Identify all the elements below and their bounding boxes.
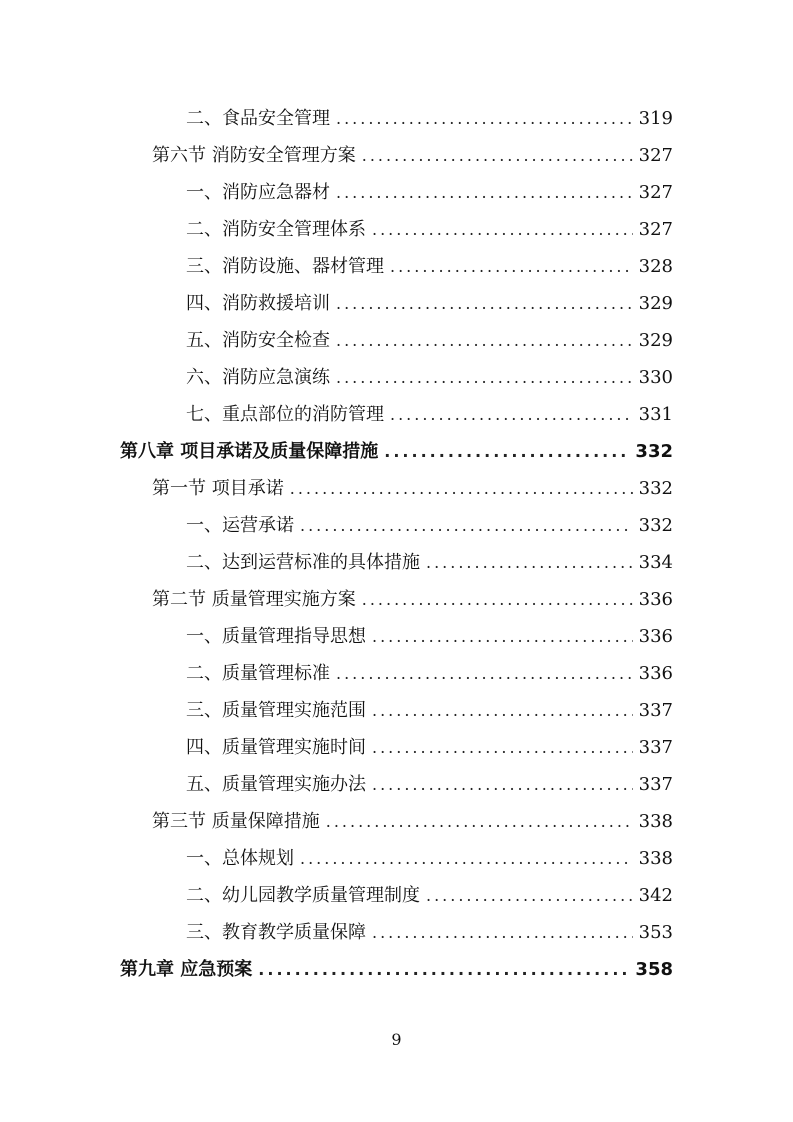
toc-leader-dots: [336, 289, 633, 319]
toc-entry-page: 331: [638, 404, 673, 425]
toc-entry-title: 六、消防应急演练: [186, 367, 330, 388]
toc-entry[interactable]: [186, 252, 673, 282]
toc-entry-page: 342: [638, 885, 673, 906]
toc-entry-page: 334: [638, 552, 673, 573]
toc-chapter-entry[interactable]: [120, 437, 673, 467]
toc-entry-page: 337: [638, 737, 673, 758]
toc-entry-title: 第八章 项目承诺及质量保障措施: [120, 441, 379, 462]
toc-leader-dots: [372, 215, 633, 245]
toc-leader-dots: [362, 585, 633, 615]
toc-entry-page: 358: [635, 959, 673, 980]
toc-leader-dots: [390, 400, 633, 430]
toc-entry-page: 328: [638, 256, 673, 277]
toc-entry-page: 329: [638, 293, 673, 314]
toc-entry-page: 327: [638, 182, 673, 203]
toc-entry-page: 338: [638, 848, 673, 869]
toc-leader-dots: [336, 659, 633, 689]
toc-leader-dots: [326, 807, 633, 837]
toc-entry-title: 第九章 应急预案: [120, 959, 253, 980]
toc-entry[interactable]: [186, 696, 673, 726]
toc-entry[interactable]: [152, 585, 673, 615]
toc-entry[interactable]: [186, 659, 673, 689]
toc-entry-page: 338: [638, 811, 673, 832]
toc-entry[interactable]: [186, 622, 673, 652]
toc-entry-title: 第六节 消防安全管理方案: [152, 145, 356, 166]
toc-entry[interactable]: [186, 326, 673, 356]
toc-entry[interactable]: [152, 807, 673, 837]
toc-leader-dots: [384, 437, 629, 467]
toc-entry[interactable]: [186, 363, 673, 393]
toc-entry[interactable]: [186, 548, 673, 578]
toc-entry-page: 353: [638, 922, 673, 943]
toc-entry-page: 337: [638, 774, 673, 795]
toc-leader-dots: [336, 326, 633, 356]
toc-leader-dots: [290, 474, 633, 504]
page-number: 9: [391, 1030, 402, 1049]
toc-entry-title: 五、消防安全检查: [186, 330, 330, 351]
toc-leader-dots: [362, 141, 633, 171]
toc-entry-title: 第一节 项目承诺: [152, 478, 284, 499]
toc-entry-title: 三、质量管理实施范围: [186, 700, 366, 721]
toc-leader-dots: [300, 511, 633, 541]
toc-entry-title: 一、消防应急器材: [186, 182, 330, 203]
toc-entry-page: 330: [638, 367, 673, 388]
toc-leader-dots: [426, 548, 633, 578]
toc-entry[interactable]: [186, 400, 673, 430]
toc-chapter-entry[interactable]: [120, 955, 673, 985]
toc-entry-page: 336: [638, 626, 673, 647]
toc-entry-title: 第三节 质量保障措施: [152, 811, 320, 832]
toc-entry-page: 327: [638, 219, 673, 240]
toc-entry-title: 二、幼儿园教学质量管理制度: [186, 885, 420, 906]
toc-leader-dots: [372, 696, 633, 726]
toc-leader-dots: [390, 252, 633, 282]
toc-leader-dots: [258, 955, 629, 985]
toc-entry-title: 四、质量管理实施时间: [186, 737, 366, 758]
toc-leader-dots: [336, 178, 633, 208]
toc-entry[interactable]: [186, 104, 673, 134]
toc-entry-title: 四、消防救援培训: [186, 293, 330, 314]
toc-entry-title: 五、质量管理实施办法: [186, 774, 366, 795]
toc-entry-title: 三、教育教学质量保障: [186, 922, 366, 943]
toc-entry-title: 二、质量管理标准: [186, 663, 330, 684]
toc-entry-page: 332: [635, 441, 673, 462]
toc-entry[interactable]: [186, 844, 673, 874]
toc-entry[interactable]: [186, 178, 673, 208]
toc-entry-title: 一、运营承诺: [186, 515, 294, 536]
toc-entry-page: 332: [638, 478, 673, 499]
toc-leader-dots: [336, 363, 633, 393]
toc-entry[interactable]: [152, 474, 673, 504]
toc-entry-page: 332: [638, 515, 673, 536]
toc-leader-dots: [426, 881, 633, 911]
toc-entry-page: 336: [638, 663, 673, 684]
toc-entry[interactable]: [186, 215, 673, 245]
toc-entry[interactable]: [186, 289, 673, 319]
toc-leader-dots: [300, 844, 633, 874]
toc-entry[interactable]: [186, 733, 673, 763]
toc-leader-dots: [372, 622, 633, 652]
toc-entry[interactable]: [186, 511, 673, 541]
toc-entry[interactable]: [186, 918, 673, 948]
toc-entry-title: 二、消防安全管理体系: [186, 219, 366, 240]
toc-entry[interactable]: [186, 881, 673, 911]
toc-entry-title: 一、质量管理指导思想: [186, 626, 366, 647]
toc-entry-title: 一、总体规划: [186, 848, 294, 869]
toc-leader-dots: [372, 733, 633, 763]
toc-entry-page: 336: [638, 589, 673, 610]
toc-entry-page: 319: [638, 108, 673, 129]
toc-entry-page: 337: [638, 700, 673, 721]
toc-entry-title: 三、消防设施、器材管理: [186, 256, 384, 277]
toc-entry-page: 329: [638, 330, 673, 351]
toc-leader-dots: [336, 104, 633, 134]
toc-entry[interactable]: [152, 141, 673, 171]
toc-entry-title: 第二节 质量管理实施方案: [152, 589, 356, 610]
toc-entry-title: 二、食品安全管理: [186, 108, 330, 129]
toc-entry[interactable]: [186, 770, 673, 800]
toc-leader-dots: [372, 918, 633, 948]
toc-entry-title: 七、重点部位的消防管理: [186, 404, 384, 425]
toc-leader-dots: [372, 770, 633, 800]
toc-entry-title: 二、达到运营标准的具体措施: [186, 552, 420, 573]
toc-entry-page: 327: [638, 145, 673, 166]
